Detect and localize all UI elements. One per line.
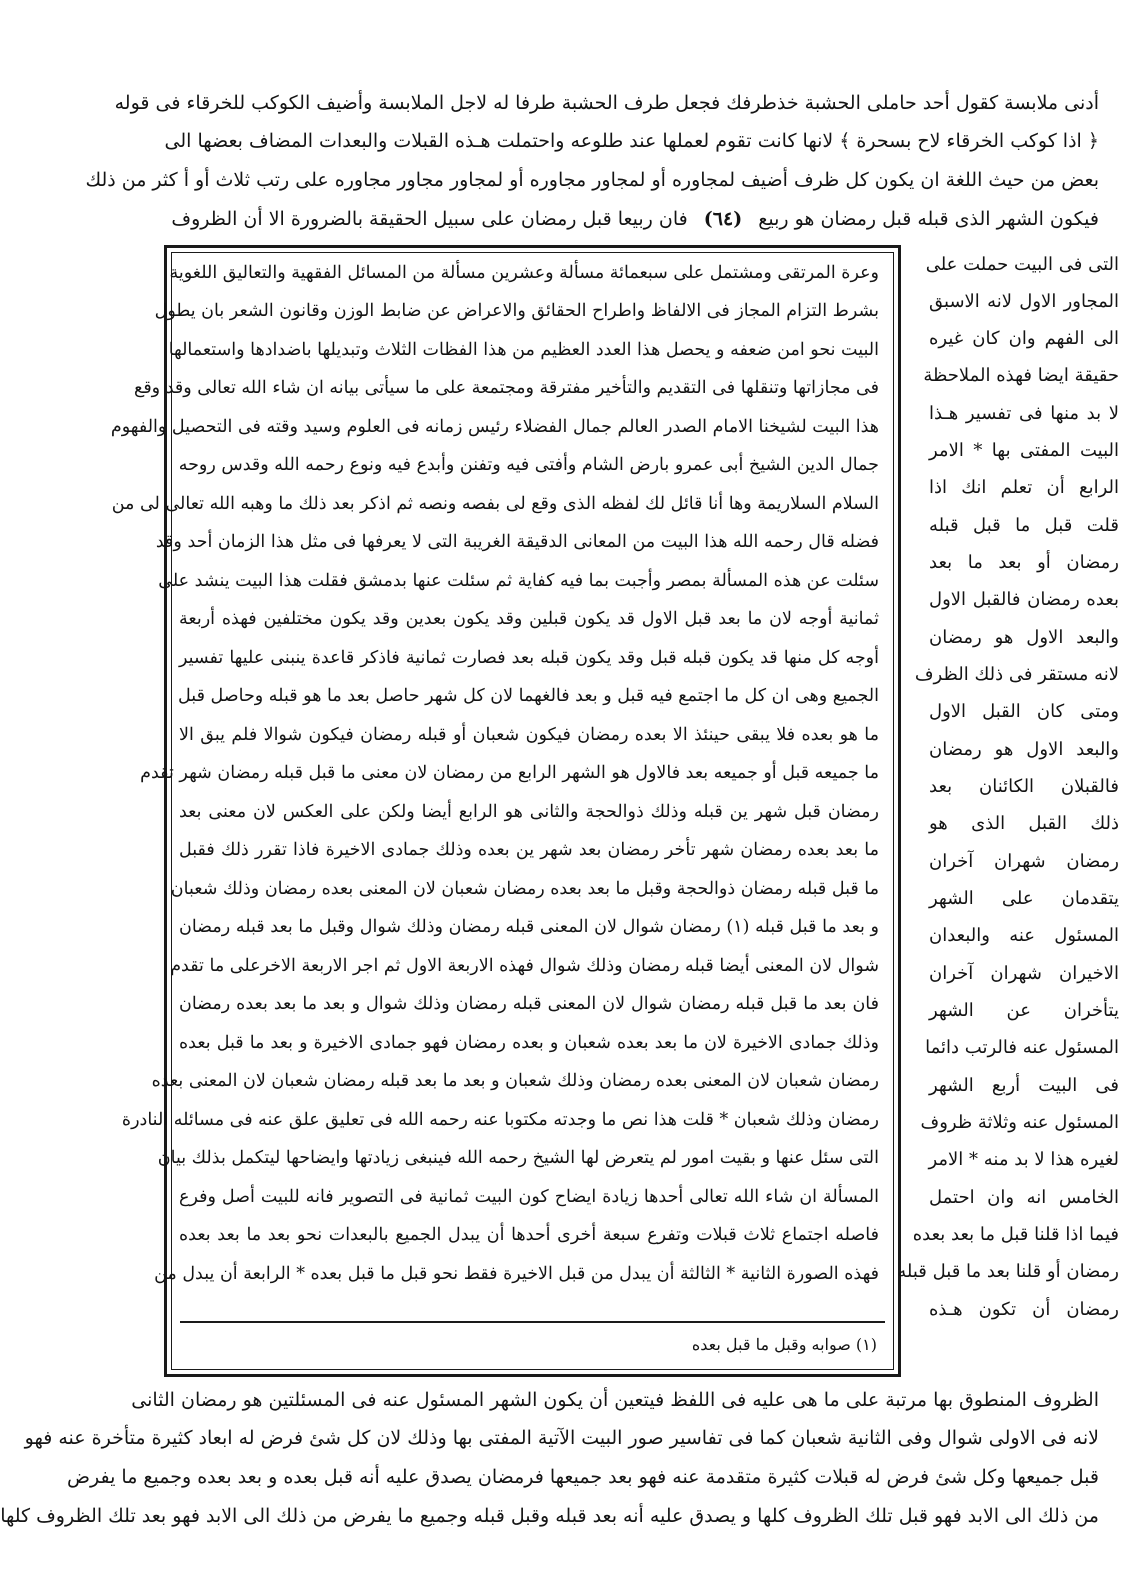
box-text-line: ما هو بعده فلا يبقى حينئذ الا بعده رمضان فيكون شعبان أو قبله رمضان فيكون شوالا فلم يبق الا xyxy=(179,725,879,745)
text-line: قبل جميعها وكل شئ فرض له قبلات كثيرة متقدمة عنه فهو بعد جميعها فرمضان يصدق عليه أنه قبل بعده و بعد بعده وجميع ما يفرض xyxy=(67,1466,1099,1488)
footnote-divider xyxy=(180,1321,885,1323)
box-text-line: وعرة المرتقى ومشتمل على سبعمائة مسألة وعشرين مسألة من المسائل الفقهية والتعاليق اللغوية xyxy=(169,263,879,283)
box-text-line: ما بعد بعده رمضان شهر تأخر رمضان بعد شهر ين بعده وذلك جمادى الاخيرة فاذا تقرر ذلك فقبل xyxy=(179,840,879,860)
footnote: (١) صوابه وقبل ما قبل بعده xyxy=(691,1335,877,1354)
box-text-line: فان بعد ما قبل قبله رمضان شوال لان المعنى قبله رمضان وذلك شوال و بعد ما بعد بعده رمضان xyxy=(179,994,879,1014)
side-text-line: بعده رمضان فالقبل الاول xyxy=(929,589,1119,610)
box-text-line: البيت نحو امن ضعفه و يحصل هذا العدد العظيم من هذا الفظات الثلاث وتبديلها باضدادها واستعمالها xyxy=(168,340,879,360)
box-text-line: فضله قال رحمه الله هذا البيت من المعانى الدقيقة الغريبة التى لا يعرفها فى مثل هذا الزمان أحد وقد xyxy=(155,532,879,552)
text-line: ﴿ اذا كوكب الخرقاء لاح بسحرة ﴾ لانها كانت تقوم لعملها عند طلوعه واحتملت هـذه القبلات والبعدات المضاف بعضها الى xyxy=(164,130,1099,152)
box-text-line: الجميع وهى ان كل ما اجتمع فيه قبل و بعد فالغهما لان كل شهر حاصل بعد ما هو قبله وحاصل قبل xyxy=(178,686,879,706)
box-text-line: ما قبل قبله رمضان ذوالحجة وقبل ما بعد بعده رمضان شعبان لان المعنى بعده رمضان وذلك شعبان xyxy=(170,879,879,899)
side-text-line: رمضان أن تكون هـذه xyxy=(929,1299,1119,1320)
side-text-line: لغيره هذا لا بد منه * الامر xyxy=(928,1149,1119,1170)
side-text-line: التى فى البيت حملت على xyxy=(925,254,1119,275)
side-text-line: فى البيت أربع الشهر xyxy=(929,1075,1119,1096)
box-text-line: وذلك جمادى الاخيرة لان ما بعد بعده شعبان و بعده رمضان فهو جمادى الاخيرة و بعد ما قبل بعده xyxy=(179,1033,879,1053)
side-text-line: المسئول عنه فالرتب دائما xyxy=(925,1037,1119,1058)
side-text-line: المسئول عنه وثلاثة ظروف xyxy=(920,1112,1119,1133)
text-line: أدنى ملابسة كقول أحد حاملى الحشبة خذطرفك فجعل طرف الحشبة طرفا له لاجل الملابسة وأضيف الكوكب للخرقاء فى قوله xyxy=(114,92,1099,114)
side-text-line: الى الفهم وان كان غيره xyxy=(929,328,1119,349)
box-text-line: هذا البيت لشيخنا الامام الصدر العالم جمال الفضلاء رئيس زمانه فى العلوم وسيد وقته فى التحصيل والفهوم xyxy=(110,417,879,437)
box-text-line: جمال الدين الشيخ أبى عمرو بارض الشام وأفتى فيه وتفنن وأبدع فيه ونوع رحمه الله وقدس روحه xyxy=(178,455,879,475)
text-line: الظروف المنطوق بها مرتبة على ما هى عليه فى اللفظ فيتعين أن يكون الشهر المسئول عنه فى المسئلتين هو رمضان الثانى xyxy=(131,1389,1099,1411)
side-text-line: لانه مستقر فى ذلك الظرف xyxy=(914,664,1119,685)
box-text-line: فاصله اجتماع ثلاث قبلات وتفرع سبعة أخرى أحدها أن يبدل الجميع بالبعدات نحو بعد ما بعد بعده xyxy=(179,1225,879,1245)
commentary-box xyxy=(110,245,901,1377)
box-text-line: المسألة ان شاء الله تعالى أحدها زيادة ايضاح كون البيت ثمانية فى التصوير فانه للبيت أصل وفرع xyxy=(179,1187,879,1207)
side-text-line: رمضان أو قلنا بعد ما قبل قبله xyxy=(897,1261,1119,1282)
box-text-line: سئلت عن هذه المسألة بمصر وأجبت بما فيه كفاية ثم سئلت عنها بدمشق فقلت هذا البيت ينشد على xyxy=(158,571,879,591)
side-text-line: الرابع أن تعلم انك اذا xyxy=(929,477,1119,498)
side-text-line: والبعد الاول هو رمضان xyxy=(929,627,1119,648)
side-text-line: يتأخران عن الشهر xyxy=(929,1000,1119,1021)
box-text-line: بشرط التزام المجاز فى الالفاظ واطراح الحقائق والاعراض عن ضابط الوزن وقانون الشعر بان يطول xyxy=(154,301,879,321)
header-left-text: فان ربيعا قبل رمضان على سبيل الحقيقة بالضرورة الا أن الظروف xyxy=(171,208,688,230)
side-text-line: والبعد الاول هو رمضان xyxy=(929,739,1119,760)
side-text-line: الخامس انه وان احتمل xyxy=(929,1187,1119,1208)
box-text-line: رمضان قبل شهر ين قبله وذلك ذوالحجة والثانى هو الرابع أيضا ولكن على العكس لان معنى بعد xyxy=(179,802,879,822)
box-text-line: رمضان شعبان لان المعنى بعده رمضان وذلك شعبان و بعد ما بعد قبله رمضان شعبان لان المعنى بعده xyxy=(151,1071,879,1091)
side-text-line: ذلك القبل الذى هو xyxy=(929,813,1119,834)
side-text-line: المجاور الاول لانه الاسبق xyxy=(929,291,1119,312)
side-text-line: فيما اذا قلنا قبل ما بعد بعده xyxy=(912,1224,1119,1245)
side-text-line: فالقبلان الكائنان بعد xyxy=(929,776,1119,797)
side-text-line: قلت قبل ما قبل قبله xyxy=(929,515,1119,536)
page-number: (٦٤) xyxy=(703,208,743,230)
box-text-line: أوجه كل منها قد يكون قبله قبل وقد يكون قبله بعد فصارت ثمانية فاذكر قاعدة ينبنى عليها تفسير xyxy=(179,648,879,668)
box-text-line: رمضان وذلك شعبان * قلت هذا نص ما وجدته مكتوبا عنه رحمه الله فى تعليق علق عنه فى مسائله النادرة xyxy=(121,1110,879,1130)
side-text-line: يتقدمان على الشهر xyxy=(929,888,1119,909)
box-text-line: السلام السلاريمة وها أنا قائل لك لفظه الذى وقع لى بفصه ونصه ثم اذكر بعد ذلك ما وهبه الله تعالى لى من xyxy=(111,494,879,514)
side-text-line: رمضان أو بعد ما بعد xyxy=(929,552,1119,573)
side-text-line: لا بد منها فى تفسير هـذا xyxy=(929,403,1119,424)
side-text-line: رمضان شهران آخران xyxy=(929,851,1119,872)
box-text-line: و بعد ما قبل قبله (١) رمضان شوال لان المعنى قبله رمضان وذلك شوال وقبل ما بعد قبله رمضان xyxy=(179,917,879,937)
box-text-line: ثمانية أوجه لان ما بعد قبل الاول قد يكون قبلين وقد يكون بعدين وقد يكون مختلفين فهذه أربعة xyxy=(179,609,879,629)
box-text-line: ما جميعه قبل أو جميعه بعد فالاول هو الشهر الرابع من رمضان لان معنى ما قبل قبله رمضان شهر تقدم xyxy=(140,763,879,783)
side-text-line: ومتى كان القبل الاول xyxy=(929,701,1119,722)
side-text-line: المسئول عنه والبعدان xyxy=(929,925,1119,946)
box-text-line: شوال لان المعنى أيضا قبله رمضان وذلك شوال فهذه الاربعة الاول ثم اجر الاربعة الاخرعلى ما تقدم xyxy=(170,956,879,976)
side-text-line: الاخيران شهران آخران xyxy=(929,963,1119,984)
box-text-line: فى مجازاتها وتنقلها فى التقديم والتأخير مفترقة ومجتمعة على ما سيأتى بيانه ان شاء الله تعالى وقد وقع xyxy=(134,378,879,398)
box-text-line: التى سئل عنها و بقيت امور لم يتعرض لها الشيخ رحمه الله فينبغى زيادتها وايضاحها ليتكمل بذلك بيان xyxy=(157,1148,879,1168)
text-line: لانه فى الاولى شوال وفى الثانية شعبان كما فى تفاسير صور البيت الآتية المفتى بها وذلك لان كل شئ فرض له ابعاد كثيرة متأخرة عنه فهو xyxy=(24,1427,1099,1449)
box-text-line: فهذه الصورة الثانية * الثالثة أن يبدل من قبل الاخيرة فقط نحو قبل ما قبل بعده * الرابعة أن يبدل من xyxy=(154,1264,879,1284)
text-line: بعض من حيث اللغة ان يكون كل ظرف أضيف لمجاوره أو لمجاور مجاوره أو لمجاور مجاور مجاوره على رتب ثلاث أو أ كثر من ذلك xyxy=(85,169,1099,191)
header-line xyxy=(171,200,1099,238)
commentary-box-inner-border xyxy=(110,252,894,1370)
header-right-text: فيكون الشهر الذى قبله قبل رمضان هو ربيع xyxy=(758,208,1099,230)
text-line: من ذلك الى الابد فهو قبل تلك الظروف كلها و يصدق عليه أنه بعد قبله وقبل قبله وجميع ما يفرض من ذلك الى الابد فهو بعد تلك الظروف كلها xyxy=(0,1505,1099,1527)
side-text-line: البيت المفتى بها * الامر xyxy=(929,440,1119,461)
side-text-line: حقيقة ايضا فهذه الملاحظة xyxy=(923,365,1119,386)
